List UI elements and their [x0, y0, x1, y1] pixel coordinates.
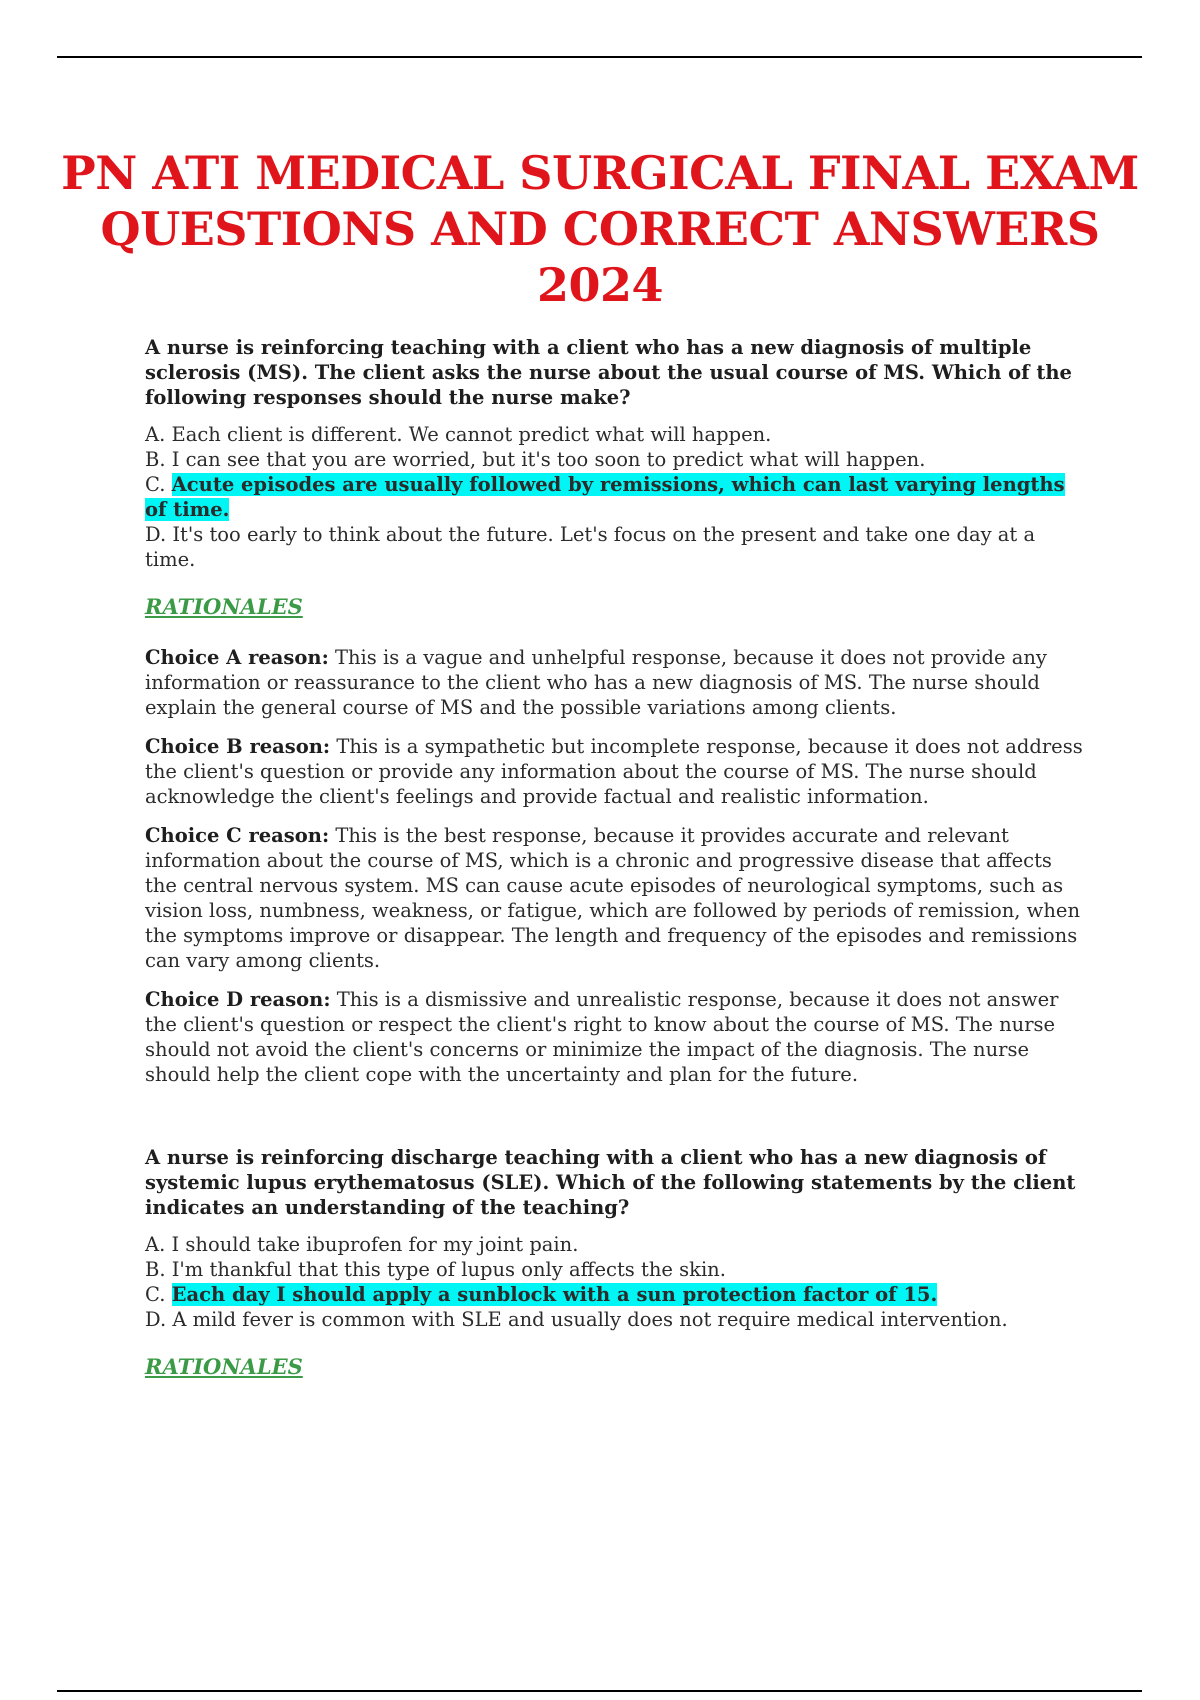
top-rule	[57, 56, 1142, 58]
option-a: A. I should take ibuprofen for my joint pain.	[145, 1233, 579, 1256]
question-2: A nurse is reinforcing discharge teaching with a client who has a new diagnosis of systemic lupus erythematosus (SLE). Which of the following statements by the client indicates an understanding of the teaching?	[145, 1146, 1076, 1219]
document-body	[145, 335, 1085, 1405]
reason-b: Choice B reason: This is a sympathetic but incomplete response, because it does not address the client's question or provide any information about the course of MS. The nurse should acknowledge the client's feelings and provide factual and realistic information.	[145, 735, 1083, 808]
option-c-correct: C. Acute episodes are usually followed by remissions, which can last varying lengths of time.	[145, 473, 1065, 521]
option-d: D. A mild fever is common with SLE and usually does not require medical intervention.	[145, 1308, 1008, 1331]
reason-d: Choice D reason: This is a dismissive and unrealistic response, because it does not answer the client's question or respect the client's right to know about the course of MS. The nurse should not avoid the client's concerns or minimize the impact of the diagnosis. The nurse should help the client cope with the uncertainty and plan for the future.	[145, 988, 1059, 1086]
document-title: PN ATI MEDICAL SURGICAL FINAL EXAM QUESTIONS AND CORRECT ANSWERS 2024	[61, 146, 1139, 312]
bottom-rule	[57, 1690, 1142, 1692]
option-d: D. It's too early to think about the future. Let's focus on the present and take one day at a time.	[145, 523, 1036, 571]
question-1: A nurse is reinforcing teaching with a client who has a new diagnosis of multiple sclerosis (MS). The client asks the nurse about the usual course of MS. Which of the following responses should the nurse make?	[145, 336, 1072, 409]
reason-a: Choice A reason: This is a vague and unhelpful response, because it does not provide any information or reassurance to the client who has a new diagnosis of MS. The nurse should explain the general course of MS and the possible variations among clients.	[145, 646, 1047, 719]
rationales-heading: RATIONALES	[145, 594, 303, 619]
option-b: B. I can see that you are worried, but it's too soon to predict what will happen.	[145, 448, 926, 471]
rationales-heading-2: RATIONALES	[145, 1354, 303, 1379]
question-1-options	[145, 422, 1085, 572]
option-b: B. I'm thankful that this type of lupus only affects the skin.	[145, 1258, 726, 1281]
reason-c: Choice C reason: This is the best response, because it provides accurate and relevant information about the course of MS, which is a chronic and progressive disease that affects the central nervous system. MS can cause acute episodes of neurological symptoms, such as vision loss, numbness, weakness, or fatigue, which are followed by periods of remission, when the symptoms improve or disappear. The length and frequency of the episodes and remissions can vary among clients.	[145, 824, 1081, 972]
question-2-options	[145, 1232, 1085, 1332]
option-c-correct: C. Each day I should apply a sunblock with a sun protection factor of 15.	[145, 1283, 938, 1306]
correct-answer-highlight: Each day I should apply a sunblock with a sun protection factor of 15.	[171, 1283, 938, 1306]
correct-answer-highlight: Acute episodes are usually followed by remissions, which can last varying lengths of time.	[145, 473, 1065, 521]
option-a: A. Each client is different. We cannot predict what will happen.	[145, 423, 772, 446]
